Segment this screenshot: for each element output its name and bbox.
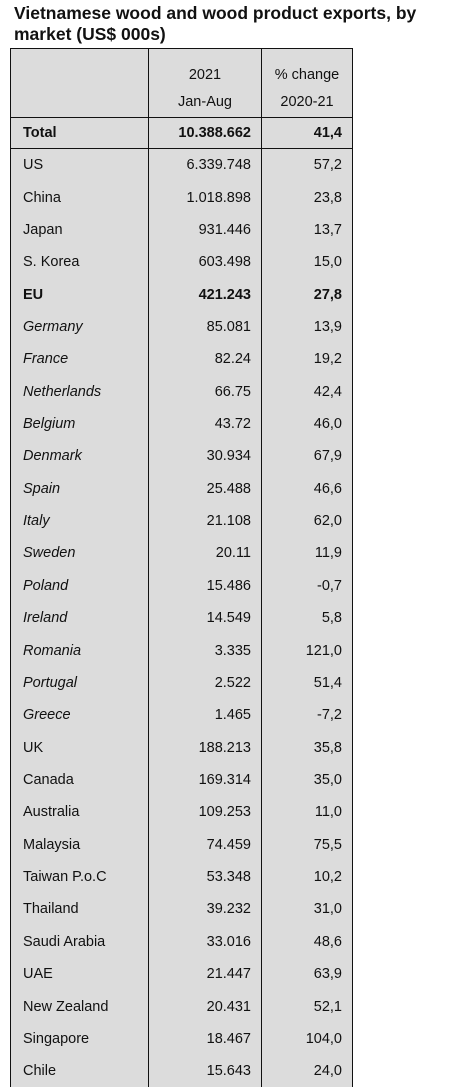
change-cell: 31,0 [262,893,353,925]
value-cell: 39.232 [149,893,262,925]
total-change: 41,4 [262,118,353,149]
table-row [11,893,353,925]
market-cell: Germany [11,311,149,343]
value-cell: 66.75 [149,376,262,408]
value-cell: 25.488 [149,473,262,505]
change-cell: 121,0 [262,634,353,666]
value-cell: 82.24 [149,343,262,375]
market-cell: Taiwan P.o.C [11,861,149,893]
change-cell: 67,9 [262,440,353,472]
change-cell: 15,0 [262,246,353,278]
change-cell: 13,7 [262,214,353,246]
market-cell: Netherlands [11,376,149,408]
value-cell: 85.081 [149,311,262,343]
value-cell: 53.348 [149,861,262,893]
change-cell: 10,2 [262,861,353,893]
table-row [11,181,353,213]
table-row [11,731,353,763]
value-cell: 169.314 [149,764,262,796]
market-cell: Singapore [11,1023,149,1055]
change-cell: 23,8 [262,181,353,213]
market-cell: S. Korea [11,246,149,278]
table-row [11,311,353,343]
market-cell: New Zealand [11,990,149,1022]
change-cell: 42,4 [262,376,353,408]
total-value: 10.388.662 [149,118,262,149]
value-cell: 33.016 [149,926,262,958]
value-cell: 603.498 [149,246,262,278]
value-cell: 2.522 [149,667,262,699]
table-row [11,537,353,569]
market-cell: France [11,343,149,375]
value-cell: 3.335 [149,634,262,666]
market-cell: Sweden [11,537,149,569]
market-cell: Poland [11,570,149,602]
change-cell: 24,0 [262,1055,353,1087]
change-cell: 104,0 [262,1023,353,1055]
change-cell: 63,9 [262,958,353,990]
table-row [11,667,353,699]
value-cell: 20.11 [149,537,262,569]
change-cell: 62,0 [262,505,353,537]
market-cell: Japan [11,214,149,246]
market-cell: Romania [11,634,149,666]
market-cell: Saudi Arabia [11,926,149,958]
value-column-header [149,49,262,118]
value-cell: 6.339.748 [149,149,262,182]
change-cell: 46,0 [262,408,353,440]
market-cell: Canada [11,764,149,796]
value-cell: 1.018.898 [149,181,262,213]
value-cell: 21.447 [149,958,262,990]
table-row [11,473,353,505]
table-row [11,570,353,602]
change-cell: 19,2 [262,343,353,375]
change-cell: -7,2 [262,699,353,731]
change-cell: 5,8 [262,602,353,634]
table-row [11,408,353,440]
table-row [11,343,353,375]
table-row [11,246,353,278]
value-header-year: 2021 [188,67,222,83]
market-cell: Portugal [11,667,149,699]
table-row [11,278,353,310]
table-row [11,376,353,408]
market-cell: Greece [11,699,149,731]
change-cell: 35,0 [262,764,353,796]
value-cell: 931.446 [149,214,262,246]
table-row [11,149,353,182]
value-cell: 30.934 [149,440,262,472]
market-cell: Thailand [11,893,149,925]
change-cell: 57,2 [262,149,353,182]
change-cell: 75,5 [262,829,353,861]
value-cell: 421.243 [149,278,262,310]
table-row [11,699,353,731]
table-row [11,926,353,958]
market-cell: UAE [11,958,149,990]
table-row [11,505,353,537]
market-cell: Denmark [11,440,149,472]
value-cell: 20.431 [149,990,262,1022]
value-cell: 43.72 [149,408,262,440]
table-row [11,1023,353,1055]
table-row [11,214,353,246]
value-cell: 21.108 [149,505,262,537]
table-row [11,796,353,828]
table-row [11,1055,353,1087]
change-cell: 27,8 [262,278,353,310]
total-row [11,118,353,149]
value-cell: 18.467 [149,1023,262,1055]
table-row [11,764,353,796]
market-cell: Ireland [11,602,149,634]
value-cell: 14.549 [149,602,262,634]
total-label: Total [11,118,149,149]
market-cell: Malaysia [11,829,149,861]
market-cell: Belgium [11,408,149,440]
market-cell: Spain [11,473,149,505]
value-cell: 188.213 [149,731,262,763]
market-cell: EU [11,278,149,310]
value-cell: 109.253 [149,796,262,828]
value-cell: 74.459 [149,829,262,861]
change-header-period: 2020-21 [280,94,334,110]
exports-table [10,48,353,1087]
change-cell: 46,6 [262,473,353,505]
value-cell: 15.486 [149,570,262,602]
value-cell: 1.465 [149,699,262,731]
table-row [11,440,353,472]
table-row [11,602,353,634]
change-cell: 13,9 [262,311,353,343]
market-cell: US [11,149,149,182]
table-row [11,861,353,893]
change-cell: 52,1 [262,990,353,1022]
change-cell: 11,9 [262,537,353,569]
table-row [11,829,353,861]
table-row [11,634,353,666]
market-cell: China [11,181,149,213]
value-cell: 15.643 [149,1055,262,1087]
market-cell: Italy [11,505,149,537]
change-cell: -0,7 [262,570,353,602]
table-row [11,990,353,1022]
change-cell: 35,8 [262,731,353,763]
change-cell: 11,0 [262,796,353,828]
table-title: Vietnamese wood and wood product exports, by market (US$ 000s) [14,3,417,44]
change-cell: 51,4 [262,667,353,699]
value-header-period: Jan-Aug [177,94,232,110]
change-column-header [262,49,353,118]
market-cell: Australia [11,796,149,828]
change-cell: 48,6 [262,926,353,958]
table-row [11,958,353,990]
change-header-label: % change [274,67,340,83]
market-column-header [11,49,149,118]
header-row [11,49,353,118]
market-cell: UK [11,731,149,763]
market-cell: Chile [11,1055,149,1087]
